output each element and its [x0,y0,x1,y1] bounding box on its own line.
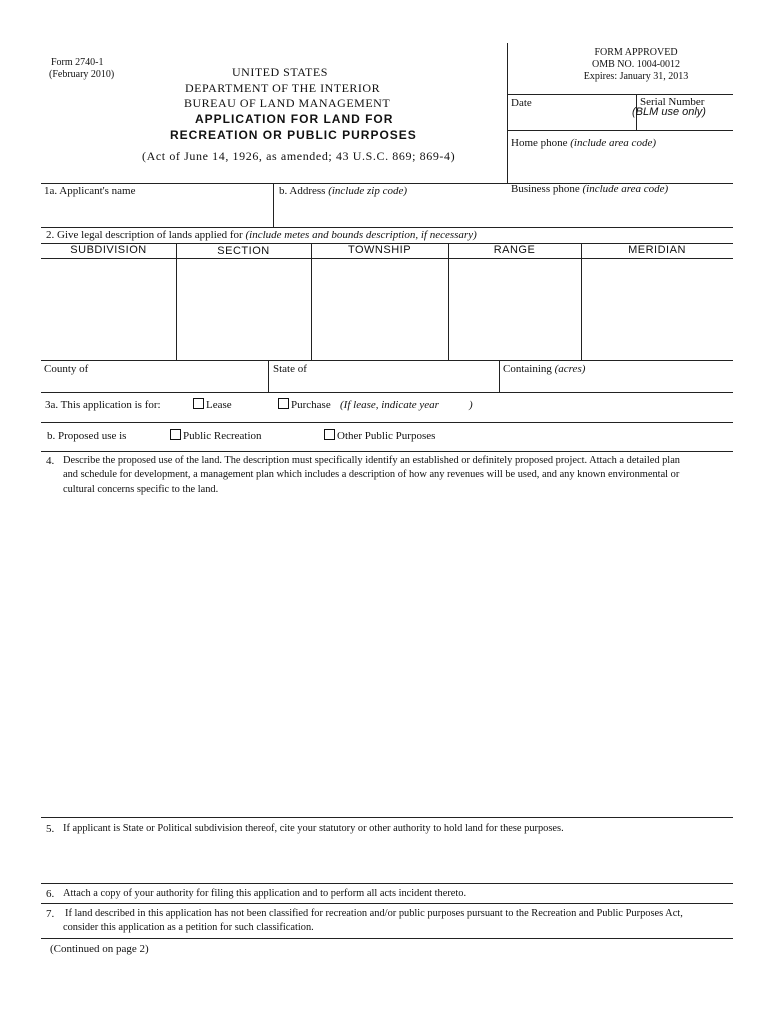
date-label: Date [511,97,532,109]
divider [41,903,733,904]
address-note: (include zip code) [328,185,408,197]
lease-year-field[interactable] [442,397,468,411]
county-label: County of [44,363,89,375]
township-entry[interactable] [312,259,447,359]
form-date: (February 2010) [49,69,115,80]
public-recreation-label: Public Recreation [183,430,262,442]
lease-year-note: (If lease, indicate year [340,399,439,411]
business-phone-label: Business phone [511,183,580,195]
checkbox-icon [324,429,335,440]
form-title-line1: APPLICATION FOR LAND FOR [195,112,394,126]
home-phone-note: (include area code) [570,137,656,149]
proposed-use-description-area[interactable] [42,500,732,814]
divider [41,883,733,884]
section-6-text: Attach a copy of your authority for filing this application and to perform all acts incident thereto. [63,888,467,899]
divider [41,938,733,939]
proposed-use-text: Proposed use is [58,430,127,442]
expiration-date: Expires: January 31, 2013 [583,71,689,82]
column-header-township: TOWNSHIP [347,244,412,256]
lease-checkbox[interactable] [193,398,232,411]
public-recreation-checkbox[interactable] [170,429,262,442]
section-5-number: 5. [46,823,55,835]
column-header-section: SECTION [217,245,270,257]
county-field[interactable] [100,362,265,390]
section-7-number: 7. [46,908,55,920]
lease-year-note-close: ) [469,399,473,411]
section-entry[interactable] [177,259,310,359]
purchase-label: Purchase [291,399,331,411]
state-field[interactable] [320,362,496,390]
purchase-checkbox[interactable] [278,398,331,411]
divider [41,392,733,393]
applicant-name-field[interactable] [44,198,270,224]
divider [41,422,733,423]
section-5-text: If applicant is State or Political subdivision thereof, cite your statutory or other authority to hold land for these purposes. [63,823,564,834]
business-phone-field[interactable] [511,183,668,195]
right-column-divider [507,43,508,183]
divider [268,360,269,392]
section-7-line1: If land described in this application has not been classified for recreation and/or public purposes pursuant to the Recreation and Public Purposes Act, [65,908,683,919]
agency-name: UNITED STATES [232,65,328,79]
divider [499,360,500,392]
legal-description-note: (include metes and bounds description, if necessary) [245,229,477,241]
application-type-label: 3a. This application is for: [45,399,161,411]
other-public-purposes-label: Other Public Purposes [337,430,436,442]
form-title-line2: RECREATION OR PUBLIC PURPOSES [170,128,417,142]
section-4-line1: Describe the proposed use of the land. The description must specifically identify an established or definitely proposed project. Attach a detailed plan [63,455,680,466]
section-2-number: 2. [46,229,55,241]
other-public-purposes-checkbox[interactable] [324,429,435,442]
section-6-number: 6. [46,888,55,900]
form-number: Form 2740-1 [51,57,104,68]
section-7-line2: consider this application as a petition for such classification. [63,922,314,933]
serial-number-note: (BLM use only) [632,106,706,118]
continued-note: (Continued on page 2) [50,943,149,955]
section-4-line2: and schedule for development, a management plan which includes a description of how any revenues will be used, and any known environmental or [63,469,680,480]
legal-description-label: Give legal description of lands applied for [57,229,243,241]
divider [41,227,733,228]
checkbox-icon [278,398,289,409]
containing-note: (acres) [554,363,586,375]
department-name: DEPARTMENT OF THE INTERIOR [185,81,381,95]
divider [507,94,733,95]
lease-label: Lease [206,399,232,411]
legal-description-prompt [46,229,477,241]
column-header-subdivision: SUBDIVISION [70,244,147,256]
act-citation: (Act of June 14, 1926, as amended; 43 U.S.C. 869; 869-4) [142,149,456,163]
state-label: State of [273,363,307,375]
proposed-use-label [47,430,126,442]
checkbox-icon [170,429,181,440]
section-4-number: 4. [46,455,55,467]
bureau-name: BUREAU OF LAND MANAGEMENT [184,96,391,110]
address-field[interactable] [279,185,407,197]
business-phone-note: (include area code) [582,183,669,195]
range-entry[interactable] [449,259,580,359]
date-field[interactable] [510,98,627,128]
divider [41,817,733,818]
subdivision-entry[interactable] [42,259,175,359]
address-label: b. Address [279,185,326,197]
section-3b-prefix: b. [47,430,56,442]
containing-label: Containing [503,363,552,375]
containing-field[interactable] [503,363,585,375]
home-phone-field[interactable] [511,137,656,149]
column-header-range: RANGE [493,244,536,256]
home-phone-label: Home phone [511,137,568,149]
form-approved: FORM APPROVED [594,47,678,58]
column-header-meridian: MERIDIAN [628,244,686,256]
omb-number: OMB NO. 1004-0012 [591,59,681,70]
divider [41,451,733,452]
meridian-entry[interactable] [582,259,732,359]
statutory-authority-area[interactable] [42,839,732,881]
divider [41,360,733,361]
divider [507,130,733,131]
serial-number-label: Serial Number [640,96,705,108]
checkbox-icon [193,398,204,409]
applicant-name-label: 1a. Applicant's name [44,185,136,197]
section-4-line3: cultural concerns specific to the land. [63,484,219,495]
divider [273,183,274,227]
